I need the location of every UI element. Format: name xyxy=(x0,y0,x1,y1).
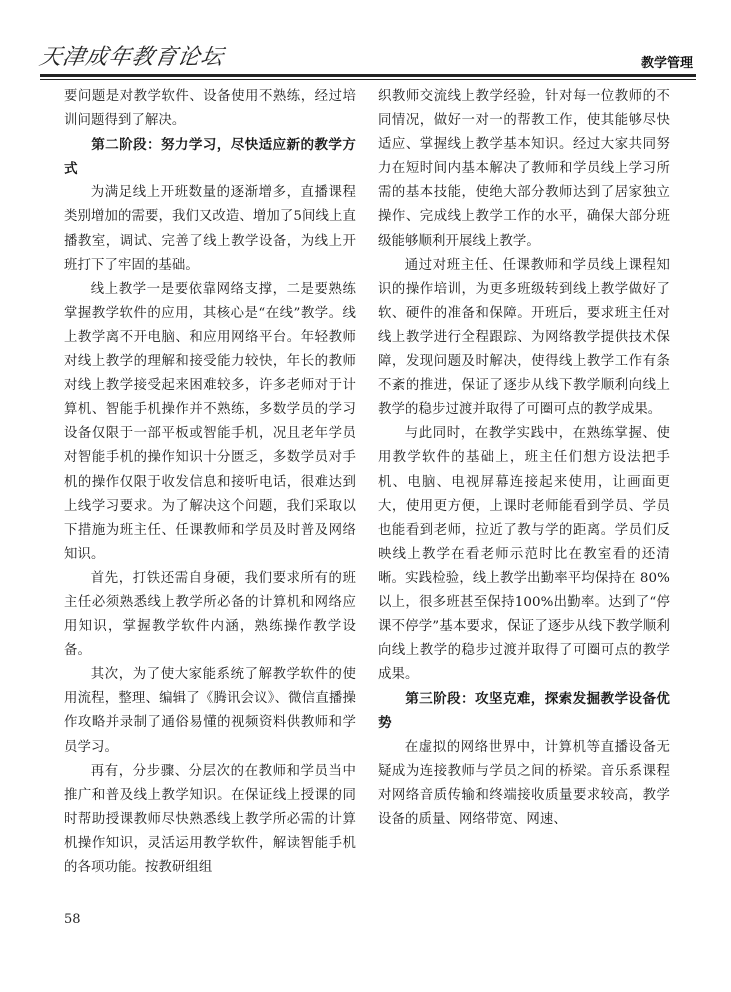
page-header xyxy=(0,0,731,80)
section-label: 教学管理 xyxy=(640,56,693,71)
body-paragraph: 再有，分步骤、分层次的在教师和学员当中推广和普及线上教学知识。在保证线上授课的同时帮助授课教师尽快熟悉线上教学所必需的计算机操作知识，灵活运用教学软件，解读智能手机的各项功能。按教研组组 xyxy=(64,763,356,875)
header-rule-thick xyxy=(40,74,696,77)
body-paragraph: 首先，打铁还需自身硬，我们要求所有的班主任必须熟悉线上教学所必备的计算机和网络应用知识，掌握教学软件内涵，熟练操作教学设备。 xyxy=(64,570,356,659)
body-paragraph: 通过对班主任、任课教师和学员线上课程知识的操作培训，为更多班级转到线上教学做好了软、硬件的准备和保障。开班后，要求班主任对线上教学进行全程跟踪、为网络教学提供技术保障，发现问题及时解决，使得线上教学工作有条不紊的推进，保证了逐步从线下教学顺利向线上教学的稳步过渡并取得了可圈可点的教学成果。 xyxy=(378,257,670,418)
section-heading: 第二阶段：努力学习，尽快适应新的教学方式 xyxy=(64,137,356,178)
right-column xyxy=(378,85,670,832)
page-number: 58 xyxy=(64,912,81,927)
body-paragraph: 在虚拟的网络世界中，计算机等直播设备无疑成为连接教师与学员之间的桥梁。音乐系课程对网络音质传输和终端接收质量要求较高，教学设备的质量、网络带宽、网速、 xyxy=(378,739,670,827)
body-paragraph: 与此同时，在教学实践中，在熟练掌握、使用教学软件的基础上，班主任们想方设法把手机、电脑、电视屏幕连接起来使用，让画面更大，使用更方便，上课时老师能看到学员、学员也能看到老师，拉近了教与学的距离。学员们反映线上教学在看老师示范时比在教室看的还清晰。实践检验，线上教学出勤率平均保持在 80%以上，很多班甚至保持100%出勤率。达到了“停课不停学”基本要求，保证了逐步从线下教学顺利向线上教学的稳步过渡并取得了可圈可点的教学成果。 xyxy=(378,426,670,683)
journal-logo: 天津成年教育论坛 xyxy=(37,45,226,70)
body-paragraph: 要问题是对教学软件、设备使用不熟练，经过培训问题得到了解决。 xyxy=(64,89,356,129)
body-paragraph: 织教师交流线上教学经验，针对每一位教师的不同情况，做好一对一的帮教工作，使其能够尽快适应、掌握线上教学基本知识。经过大家共同努力在短时间内基本解决了教师和学员线上学习所需的基本技能，使绝大部分教师达到了居家独立操作、完成线上教学工作的水平，确保大部分班级能够顺利开展线上教学。 xyxy=(378,89,670,249)
left-column xyxy=(64,85,356,880)
section-heading: 第三阶段：攻坚克难，探索发掘教学设备优势 xyxy=(378,691,670,732)
body-paragraph: 其次，为了使大家能系统了解教学软件的使用流程，整理、编辑了《腾讯会议》、微信直播操作攻略并录制了通俗易懂的视频资料供教师和学员学习。 xyxy=(64,667,356,755)
header-rule-thin xyxy=(40,79,696,80)
body-paragraph: 为满足线上开班数量的逐渐增多，直播课程类别增加的需要，我们又改造、增加了5间线上直播教室，调试、完善了线上教学设备，为线上开班打下了牢固的基础。 xyxy=(64,185,356,273)
body-paragraph: 线上教学一是要依靠网络支撑，二是要熟练掌握教学软件的应用，其核心是“在线”教学。线上教学离不开电脑、和应用网络平台。年轻教师对线上教学的理解和接受能力较快，年长的教师对线上教学接受起来困难较多，许多老师对于计算机、智能手机操作并不熟练，多数学员的学习设备仅限于一部平板或智能手机，况且老年学员对智能手机的操作知识十分匮乏，多数学员对手机的操作仅限于收发信息和接听电话，很难达到上线学习要求。为了解决这个问题，我们采取以下措施为班主任、任课教师和学员及时普及网络知识。 xyxy=(64,281,356,562)
